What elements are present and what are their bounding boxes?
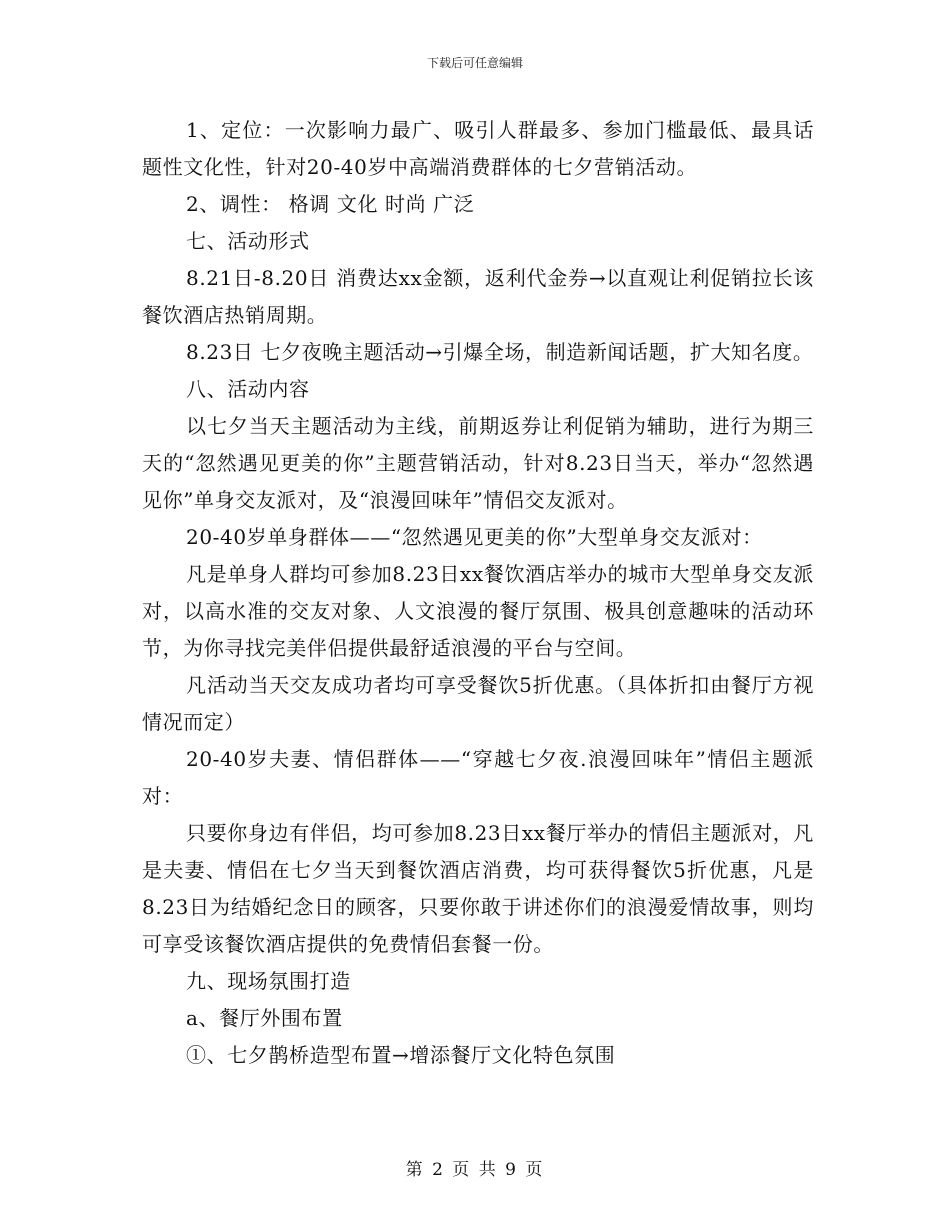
section-heading-activity-form: 七、活动形式 [186,229,310,253]
paragraph-positioning: 1、定位：一次影响力最广、吸引人群最多、参加门槛最低、最具话题性文化性，针对20-40岁中高端消费群体的七夕营销活动。 [142,118,814,179]
page-header-note: 下载后可任意编辑 [426,56,523,70]
paragraph-singles-party: 凡是单身人群均可参加8.23日xx餐饮酒店举办的城市大型单身交友派对，以高水准的交友对象、人文浪漫的餐厅氛围、极具创意趣味的活动环节，为你寻找完美伴侣提供最舒适浪漫的平台与空间。 [142,562,814,660]
paragraph-couples-party: 只要你身边有伴侣，均可参加8.23日xx餐厅举办的情侣主题派对，凡是夫妻、情侣在七夕当天到餐饮酒店消费，均可获得餐饮5折优惠，凡是8.23日为结婚纪念日的顾客，只要你敢于讲述你们的浪漫爱情故事，则均可享受该餐饮酒店提供的免费情侣套餐一份。 [142,821,814,956]
paragraph-singles-discount: 凡活动当天交友成功者均可享受餐饮5折优惠。（具体折扣由餐厅方视情况而定） [142,673,814,734]
paragraph-couples-heading: 20-40岁夫妻、情侣群体——“穿越七夕夜.浪漫回味年”情侣主题派对： [142,747,814,808]
section-heading-activity-content: 八、活动内容 [186,377,310,401]
paragraph-rebate-period: 8.21日-8.20日 消费达xx金额，返利代金券→以直观让利促销拉长该餐饮酒店热销周期。 [142,266,814,327]
paragraph-singles-heading: 20-40岁单身群体——“忽然遇见更美的你”大型单身交友派对： [186,525,763,549]
paragraph-tone: 2、调性： 格调 文化 时尚 广泛 [186,192,475,216]
document-body [142,112,814,1074]
page-number-footer: 第 2 页 共 9 页 [405,1160,545,1180]
paragraph-main-theme: 以七夕当天主题活动为主线，前期返券让利促销为辅助，进行为期三天的“忽然遇见更美的你”主题营销活动，针对8.23日当天，举办“忽然遇见你”单身交友派对，及“浪漫回味年”情侣交友派对。 [142,414,814,512]
subheading-exterior-decoration: a、餐厅外围布置 [186,1006,343,1030]
paragraph-qixi-night: 8.23日 七夕夜晚主题活动→引爆全场，制造新闻话题，扩大知名度。 [186,340,814,364]
list-item-magpie-bridge: ①、七夕鹊桥造型布置→增添餐厅文化特色氛围 [186,1043,616,1067]
section-heading-atmosphere: 九、现场氛围打造 [186,969,351,993]
